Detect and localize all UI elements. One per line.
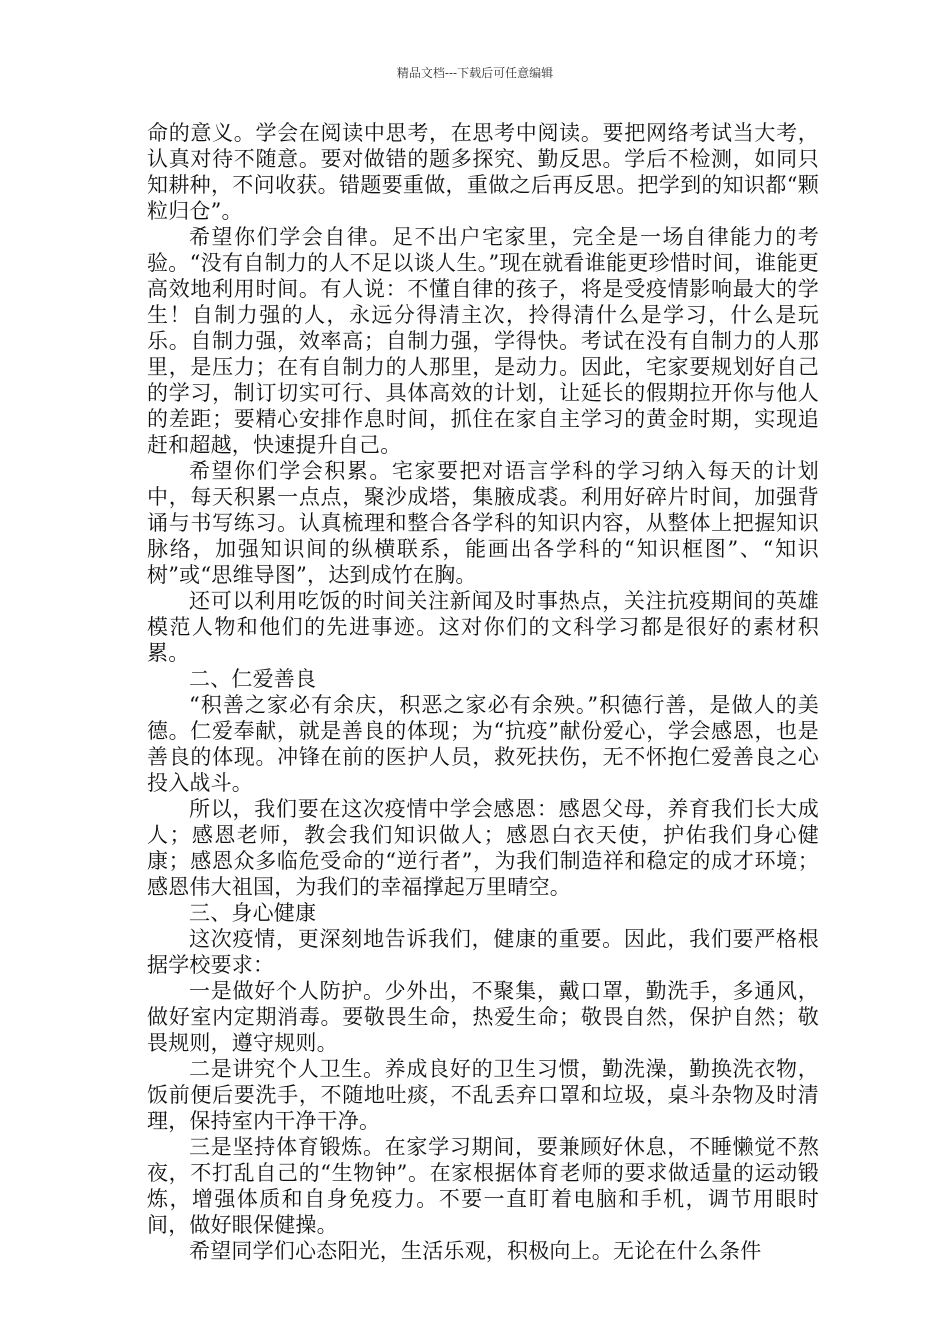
- section-heading: 二、仁爱善良: [189, 667, 317, 691]
- document-body: [147, 120, 819, 1264]
- paragraph: 希望同学们心态阳光，生活乐观，积极向上。无论在什么条件: [189, 1239, 762, 1263]
- paragraph: “积善之家必有余庆，积恶之家必有余殃。”积德行善，是做人的美德。仁爱奉献，就是善良的体现；为“抗疫”献份爱心，学会感恩，也是善良的体现。冲锋在前的医护人员，救死扶伤，无不怀抱仁爱善良之心投入战斗。: [147, 693, 819, 795]
- section-heading: 三、身心健康: [189, 901, 317, 925]
- paragraph: 还可以利用吃饭的时间关注新闻及时事热点，关注抗疫期间的英雄模范人物和他们的先进事迹。这对你们的文科学习都是很好的素材积累。: [147, 589, 819, 665]
- paragraph: 一是做好个人防护。少外出，不聚集，戴口罩，勤洗手，多通风，做好室内定期消毒。要敬畏生命，热爱生命；敬畏自然，保护自然；敬畏规则，遵守规则。: [147, 979, 819, 1055]
- page-header: 精品文档---下载后可任意编辑: [396, 66, 554, 80]
- paragraph: 希望你们学会自律。足不出户宅家里，完全是一场自律能力的考验。“没有自制力的人不足以谈人生。”现在就看谁能更珍惜时间，谁能更高效地利用时间。有人说：不懂自律的孩子，将是受疫情影响最大的学生！自制力强的人，永远分得清主次，拎得清什么是学习，什么是玩乐。自制力强，效率高；自制力强，学得快。考试在没有自制力的人那里，是压力；在有自制力的人那里，是动力。因此，宅家要规划好自己的学习，制订切实可行、具体高效的计划，让延长的假期拉开你与他人的差距；要精心安排作息时间，抓住在家自主学习的黄金时期，实现追赶和超越，快速提升自己。: [147, 225, 819, 457]
- paragraph: 二是讲究个人卫生。养成良好的卫生习惯，勤洗澡，勤换洗衣物，饭前便后要洗手，不随地吐痰，不乱丢弃口罩和垃圾，桌斗杂物及时清理，保持室内干净干净。: [147, 1057, 819, 1133]
- paragraph: 命的意义。学会在阅读中思考，在思考中阅读。要把网络考试当大考，认真对待不随意。要对做错的题多探究、勤反思。学后不检测，如同只知耕种，不问收获。错题要重做，重做之后再反思。把学到的知识都“颗粒归仓”。: [147, 121, 819, 223]
- paragraph: 这次疫情，更深刻地告诉我们，健康的重要。因此，我们要严格根据学校要求：: [147, 927, 819, 977]
- paragraph: 希望你们学会积累。宅家要把对语言学科的学习纳入每天的计划中，每天积累一点点，聚沙成塔，集腋成裘。利用好碎片时间，加强背诵与书写练习。认真梳理和整合各学科的知识内容，从整体上把握知识脉络，加强知识间的纵横联系，能画出各学科的“知识框图”、“知识树”或“思维导图”，达到成竹在胸。: [147, 459, 819, 587]
- paragraph: 三是坚持体育锻炼。在家学习期间，要兼顾好休息，不睡懒觉不熬夜，不打乱自己的“生物钟”。在家根据体育老师的要求做适量的运动锻炼，增强体质和自身免疫力。不要一直盯着电脑和手机，调节用眼时间，做好眼保健操。: [147, 1135, 819, 1237]
- paragraph: 所以，我们要在这次疫情中学会感恩：感恩父母，养育我们长大成人；感恩老师，教会我们知识做人；感恩白衣天使，护佑我们身心健康；感恩众多临危受命的“逆行者”，为我们制造祥和稳定的成才环境；感恩伟大祖国，为我们的幸福撑起万里晴空。: [147, 797, 819, 899]
